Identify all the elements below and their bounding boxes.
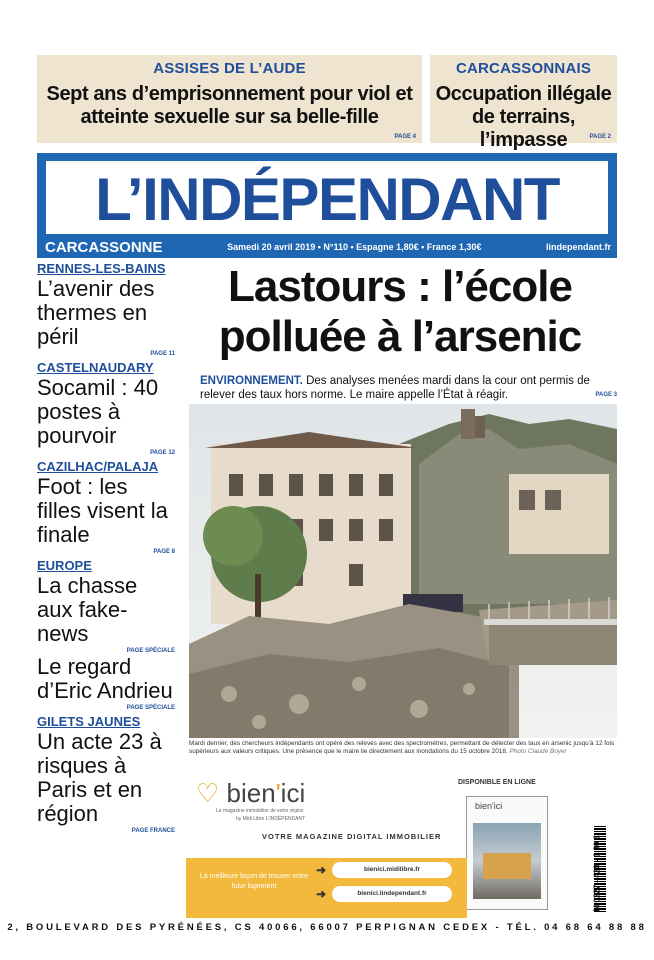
masthead (37, 153, 617, 258)
story-headline: Le regard d’Eric Andrieu (37, 654, 173, 703)
story-headline: Foot : les filles visent la finale (37, 474, 168, 547)
story-kicker: CAZILHAC/PALAJA (37, 459, 159, 474)
website-link[interactable]: lindependant.fr (545, 242, 611, 252)
story-cazilhac-palaja[interactable] (37, 459, 175, 555)
teaser-kicker: CARCASSONNAIS (455, 60, 592, 77)
ad-brand-prefix: bien (226, 778, 276, 808)
masthead-bar (45, 237, 611, 257)
ad-magazine-cover (466, 796, 548, 910)
ad-brand: ♡ bien'ici (196, 778, 306, 808)
ad-tagline: Le magazine immobilier de votre région (216, 808, 304, 814)
lead-intro-text: Des analyses menées mardi dans la cour ont permis de relever des taux hors norme. Le maire appelle l’État à réagir. (200, 375, 590, 401)
teaser-headline: Sept ans d’emprisonnement pour viol et atteinte sexuelle sur sa belle-fille (46, 83, 413, 128)
story-rennes-les-bains[interactable] (37, 261, 175, 357)
ad-link-text: bienici.lindependant.fr (357, 890, 427, 897)
story-headline: L’avenir des thermes en péril (37, 276, 155, 349)
ad-available-online: DISPONIBLE EN LIGNE (458, 779, 536, 786)
story-gilets-jaunes[interactable] (37, 714, 175, 834)
story-headline: Un acte 23 à risques à Paris et en région (37, 729, 162, 826)
story-headline: La chasse aux fake-news (37, 573, 138, 646)
masthead-title-box (44, 159, 610, 236)
footer-address: 2, BOULEVARD DES PYRÉNÉES, CS 40066, 66007 PERPIGNAN CEDEX - TÉL. 04 68 64 88 88 (7, 922, 647, 933)
ad-brand-suffix: ici (280, 778, 306, 808)
ad-house-icon: ♡ (196, 778, 220, 808)
page-ref: PAGE SPÉCIALE (126, 705, 175, 711)
teaser-kicker: ASSISES DE L’AUDE (153, 60, 306, 77)
teaser-carcassonnais[interactable] (430, 55, 617, 151)
arrow-right-icon: ➜ (316, 887, 327, 901)
page-ref: PAGE SPÉCIALE (126, 648, 175, 654)
page-ref: PAGE 2 (589, 134, 611, 140)
caption-text: Mardi dernier, des chercheurs indépendants ont opéré des relevés avec des spectromètres, permettant de détecter des taux en arsenic jusqu’à 12 fois supérieurs aux valeurs critiques. Une présence que le maire lie directement aux inondations du 15 octobre 2018. (189, 740, 615, 755)
lead-kicker: ENVIRONNEMENT. (200, 375, 303, 387)
story-kicker: CASTELNAUDARY (37, 360, 154, 375)
teaser-assises[interactable] (37, 55, 422, 143)
teaser-headline: Occupation illégale de terrains, l’impasse (435, 83, 612, 151)
story-kicker: RENNES-LES-BAINS (37, 261, 166, 276)
sidebar-stories (37, 258, 175, 835)
story-eric-andrieu[interactable] (37, 655, 175, 711)
ad-magazine-image (473, 823, 541, 899)
advertisement-bienici[interactable] (186, 770, 617, 920)
lastours-photo-illustration (189, 404, 617, 738)
ad-slogan: La meilleure façon de trouver votre futur logement (199, 873, 309, 890)
barcode-number: M 0227 - 420 - 1,30 € (592, 835, 602, 912)
newspaper-title: L’INDÉPENDANT (95, 166, 559, 233)
photo-caption (189, 740, 617, 756)
ad-magazine-brand: bien'ici (475, 801, 503, 811)
lead-intro (200, 374, 617, 402)
ad-link-lindependant[interactable] (316, 886, 452, 902)
page-ref: PAGE 8 (153, 549, 175, 555)
ad-yellow-panel (186, 858, 467, 918)
ad-link-text: bienici.midilibre.fr (364, 866, 420, 873)
page-ref: PAGE 11 (150, 351, 175, 357)
page-ref: PAGE 4 (394, 134, 416, 140)
dateline: Samedi 20 avril 2019 • N°110 • Espagne 1,80€ • France 1,30€ (227, 242, 482, 252)
barcode (580, 826, 606, 912)
story-kicker: EUROPE (37, 558, 92, 573)
page-ref: PAGE FRANCE (131, 828, 175, 834)
story-headline: Socamil : 40 postes à pourvoir (37, 375, 159, 448)
ad-by-line: by Midi Libre L’INDÉPENDANT (236, 816, 306, 822)
lead-photo (189, 404, 617, 738)
ad-link-midilibre[interactable] (316, 862, 452, 878)
story-kicker: GILETS JAUNES (37, 714, 141, 729)
page-ref: PAGE 3 (595, 392, 617, 398)
story-europe[interactable] (37, 558, 175, 654)
ad-headline: VOTRE MAGAZINE DIGITAL IMMOBILIER (262, 832, 442, 841)
story-castelnaudary[interactable] (37, 360, 175, 456)
edition-label: CARCASSONNE (45, 238, 163, 256)
lead-headline[interactable]: Lastours : l’école polluée à l’arsenic (218, 262, 582, 361)
photo-credit: Photo Claude Boyer (509, 748, 567, 755)
page-ref: PAGE 12 (150, 450, 175, 456)
arrow-right-icon: ➜ (316, 863, 327, 877)
